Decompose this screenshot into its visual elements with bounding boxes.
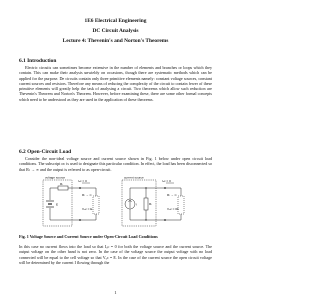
source-i-label: I xyxy=(136,202,137,207)
course-title: 1E6 Electrical Engineering xyxy=(84,18,147,24)
internal-resistance-right-label: Rᵢ xyxy=(149,202,152,206)
open-circuit-explanation-paragraph: In this case no current flows into the load so that Iₒc = 0 for both the voltage source and the current source. The output voltage on the other hand is not zero. In the case of the voltage source the output voltage with no load connected will be equal to the cell voltage so that Vₒc = E. In the case of the current source the open circuit voltage will be determined by the current I flowing through the xyxy=(19,244,212,265)
voc-left-label: Vₒc = E xyxy=(82,207,93,211)
load-left-label: Rₗ → ∞ xyxy=(82,193,92,197)
figure-1-circuits xyxy=(40,174,190,231)
figure-1-caption: Fig. 1 Voltage Source and Current Source under Open-Circuit Load Conditions xyxy=(19,234,158,239)
internal-resistance-left-label: Rᵢ xyxy=(60,182,63,186)
page-number: 1 xyxy=(114,290,117,295)
load-right-label: Rₗ → ∞ xyxy=(167,193,177,197)
voc-right-label: Vₒc = IRᵢ xyxy=(167,207,179,211)
ioc-left-label: Iₒc = 0 xyxy=(78,179,87,183)
subject-title: DC Circuit Analysis xyxy=(92,28,139,34)
source-e-label: E xyxy=(56,202,59,207)
current-source-label: current source xyxy=(124,175,144,180)
section-heading-open-circuit-load: 6.2 Open-Circuit Load xyxy=(19,149,72,155)
lecture-title: Lecture 4: Thevenin's and Norton's Theorems xyxy=(62,38,169,44)
introduction-paragraph: Electric circuits can sometimes become extensive in the number of elements and branches or loops which they contain. This can make their analysis unwieldy on occasions, though there are systematic methods which can be applied for the purpose. De circuits contain only three primitive elements namely: constant voltage sources, constant current sources and resistors. Therefore any means of reducing the complexity of the circuit to contain fewer of these primitive elements will greatly help the task of analysing a circuit. Two theorems which allow such reduction are Thevenin's Theorem and Norton's Theorem. However, before examining these, there are some other formal concepts which need to be understood as they are used in the application of these theorems. xyxy=(19,65,212,102)
section-heading-introduction: 6.1 Introduction xyxy=(19,58,57,64)
open-circuit-paragraph: Consider the non-ideal voltage source and current source shown in Fig. 1 below under open circuit load conditions. The subscript oc is used to designate this particular condition. In effect, the load has been disconnected so that Rₗ → ∞ and the output is referred to as open-circuit. xyxy=(19,156,212,172)
voltage-source-label: voltage source xyxy=(45,175,66,180)
ioc-right-label: Iₒc = 0 xyxy=(162,179,171,183)
